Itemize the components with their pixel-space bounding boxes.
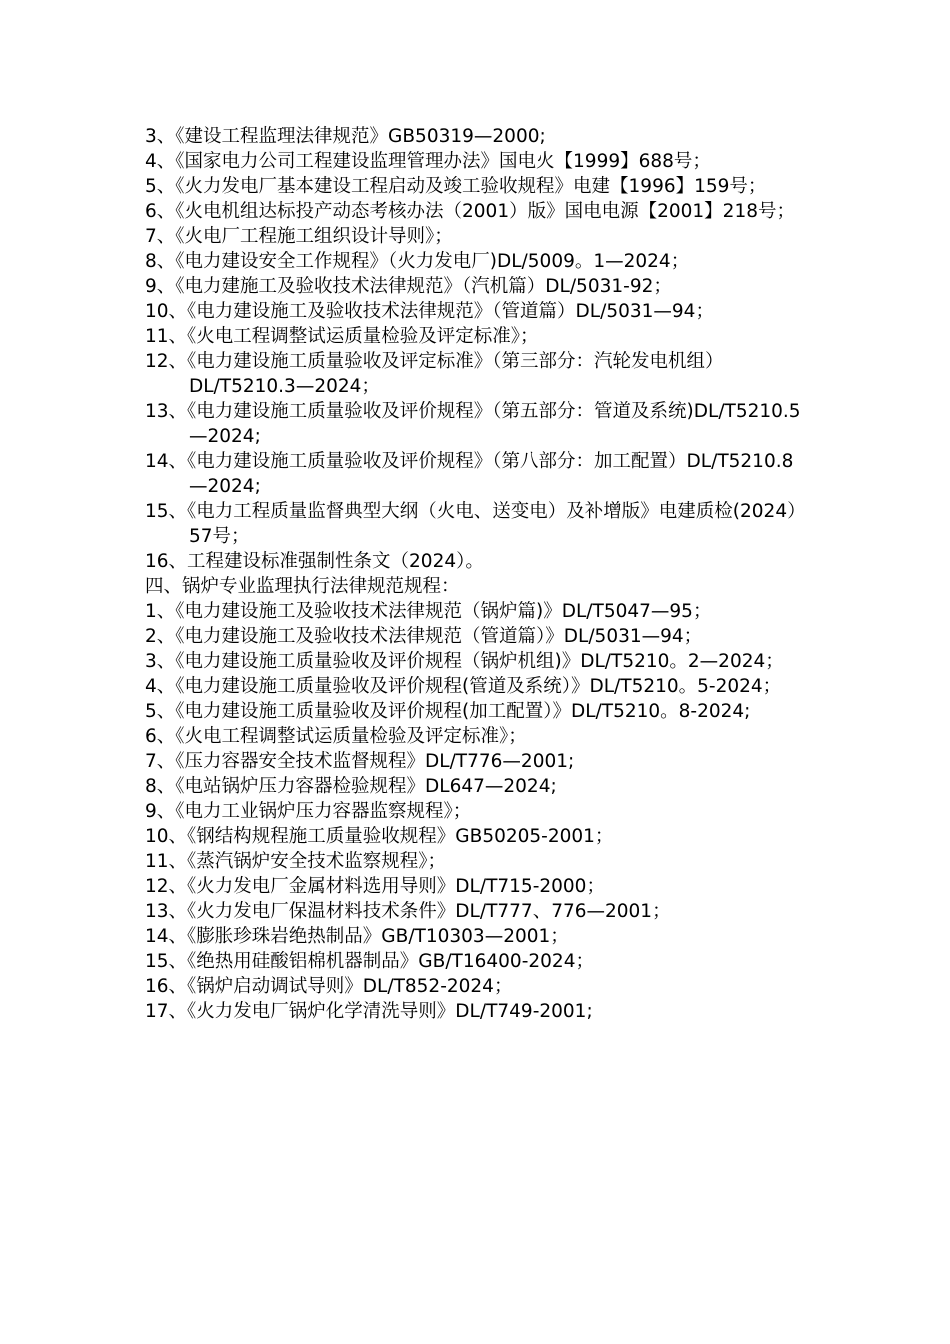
list-item: 10、《电力建设施工及验收技术法律规范》（管道篇）DL/5031—94； (145, 301, 714, 322)
list-item: 14、《电力建设施工质量验收及评价规程》（第八部分：加工配置）DL/T5210.8—2024; (145, 451, 794, 497)
list-item: 9、《电力建施工及验收技术法律规范》（汽机篇）DL/5031-92； (145, 276, 672, 297)
list-item: 12、《电力建设施工质量验收及评定标准》（第三部分：汽轮发电机组）DL/T5210.3—2024； (145, 351, 724, 397)
list-item: 5、《电力建设施工质量验收及评价规程(加工配置）》DL/T5210。8-2024; (145, 701, 751, 722)
list-item: 7、《压力容器安全技术监督规程》DL/T776—2001; (145, 751, 575, 772)
list-item: 15、《绝热用硅酸铝棉机器制品》GB/T16400-2024； (145, 951, 594, 972)
list-item: 3、《建设工程监理法律规范》GB50319—2000; (145, 126, 546, 147)
list-item: 3、《电力建设施工质量验收及评价规程（锅炉机组)》DL/T5210。2—2024； (145, 651, 784, 672)
list-item: 4、《国家电力公司工程建设监理管理办法》国电火【1999】688号； (145, 151, 711, 172)
list-item: 13、《电力建设施工质量验收及评价规程》（第五部分：管道及系统)DL/T5210.5—2024; (145, 401, 801, 447)
list-item: 12、《火力发电厂金属材料选用导则》DL/T715-2000； (145, 876, 605, 897)
section-heading: 四、锅炉专业监理执行法律规范规程： (145, 576, 460, 597)
list-item: 11、《蒸汽锅炉安全技术监察规程》； (145, 851, 447, 872)
list-item: 16、《锅炉启动调试导则》DL/T852-2024； (145, 976, 513, 997)
list-item: 6、《火电工程调整试运质量检验及评定标准》； (145, 726, 527, 747)
list-item: 11、《火电工程调整试运质量检验及评定标准》； (145, 326, 539, 347)
list-item: 5、《火力发电厂基本建设工程启动及竣工验收规程》电建【1996】159号； (145, 176, 767, 197)
list-item: 10、《钢结构规程施工质量验收规程》GB50205-2001； (145, 826, 614, 847)
list-item: 17、《火力发电厂锅炉化学清洗导则》DL/T749-2001; (145, 1001, 593, 1022)
list-item: 15、《电力工程质量监督典型大纲（火电、送变电）及补增版》电建质检(2024）57号； (145, 501, 797, 547)
list-item: 1、《电力建设施工及验收技术法律规范（锅炉篇)》DL/T5047—95； (145, 601, 712, 622)
list-item: 16、工程建设标准强制性条文（2024）。 (145, 551, 484, 572)
list-item: 8、《电站锅炉压力容器检验规程》DL647—2024; (145, 776, 557, 797)
list-item: 7、《火电厂工程施工组织设计导则》； (145, 226, 453, 247)
list-item: 14、《膨胀珍珠岩绝热制品》GB/T10303—2001； (145, 926, 569, 947)
list-item: 2、《电力建设施工及验收技术法律规范（管道篇）》DL/5031—94； (145, 626, 703, 647)
list-item: 13、《火力发电厂保温材料技术条件》DL/T777、776—2001； (145, 901, 671, 922)
list-item: 8、《电力建设安全工作规程》（火力发电厂)DL/5009。1—2024； (145, 251, 690, 272)
list-item: 6、《火电机组达标投产动态考核办法（2001）版》国电电源【2001】218号； (145, 201, 795, 222)
list-item: 4、《电力建设施工质量验收及评价规程(管道及系统）》DL/T5210。5-2024； (145, 676, 782, 697)
list-item: 9、《电力工业锅炉压力容器监察规程》； (145, 801, 472, 822)
document-body (145, 124, 805, 1024)
